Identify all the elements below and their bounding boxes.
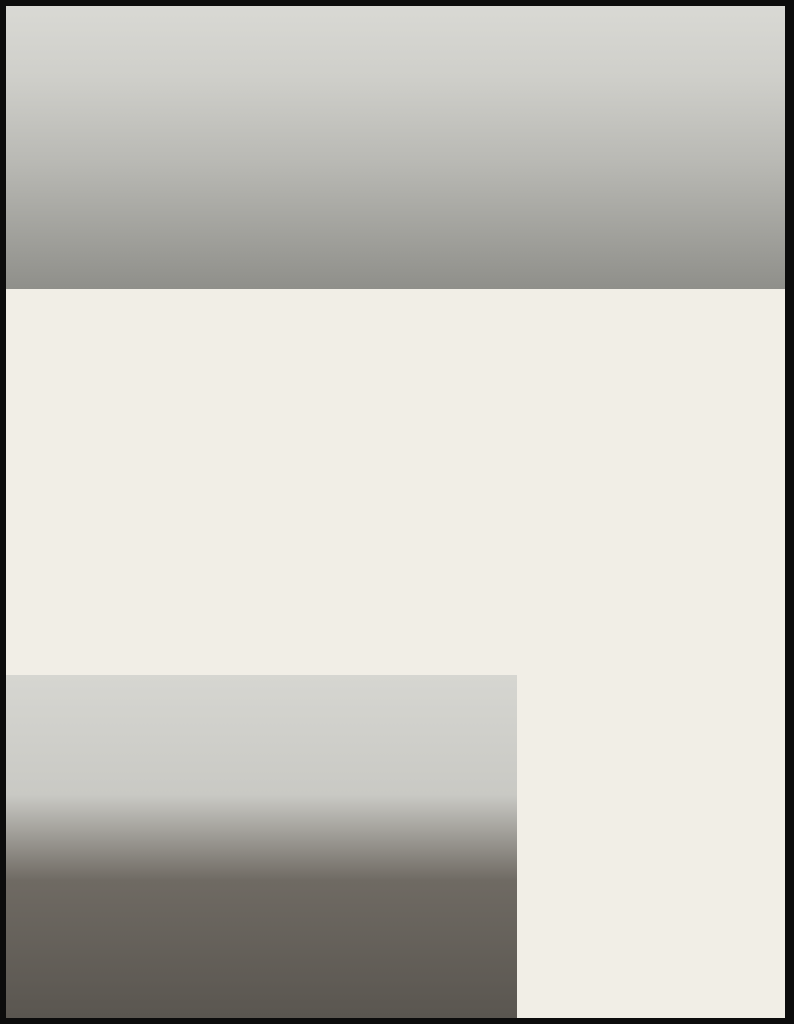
yearbook-page (6, 6, 785, 1018)
group-photo (6, 6, 785, 289)
officers-photo (6, 675, 517, 1018)
